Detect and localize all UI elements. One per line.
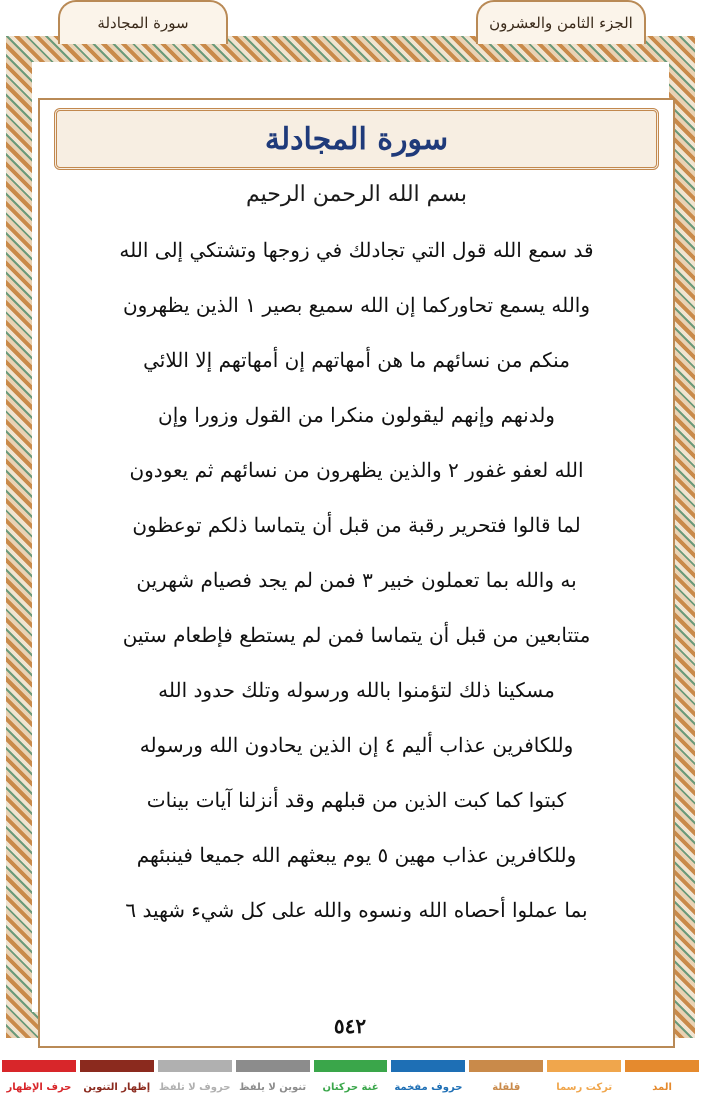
legend-item <box>234 1060 312 1101</box>
verse-line: مسكينا ذلك لتؤمنوا بالله ورسوله وتلك حدود الله <box>158 677 555 702</box>
legend-swatch <box>391 1060 465 1072</box>
legend-swatch <box>625 1060 699 1072</box>
legend-swatch <box>236 1060 310 1072</box>
juz-label: الجزء الثامن والعشرون <box>489 14 633 32</box>
legend-swatch <box>547 1060 621 1072</box>
verse-line: والله يسمع تحاوركما إن الله سميع بصير ١ الذين يظهرون <box>122 292 591 317</box>
tajweed-legend <box>0 1060 701 1101</box>
text-area <box>38 98 675 1048</box>
legend-label: حروف مفخمة <box>394 1082 463 1093</box>
legend-label: المد <box>652 1082 672 1093</box>
juz-header-tab <box>476 0 646 44</box>
legend-item <box>156 1060 234 1101</box>
verse-line: وللكافرين عذاب أليم ٤ إن الذين يحادون الله ورسوله <box>139 732 574 757</box>
legend-label: حرف الإظهار <box>6 1082 72 1093</box>
verse-line: وللكافرين عذاب مهين ٥ يوم يبعثهم الله جميعا فينبئهم <box>136 842 577 867</box>
page-number: ٥٤٢ <box>280 1008 420 1044</box>
legend-label: قلقلة <box>492 1082 521 1093</box>
legend-item <box>545 1060 623 1101</box>
verse-line: منكم من نسائهم ما هن أمهاتهم إن أمهاتهم إلا اللائي <box>143 347 570 372</box>
verse-line: ولدنهم وإنهم ليقولون منكرا من القول وزورا وإن <box>158 402 555 427</box>
legend-swatch <box>158 1060 232 1072</box>
legend-swatch <box>80 1060 154 1072</box>
verse-line: به والله بما تعملون خبير ٣ فمن لم يجد فصيام شهرين <box>136 567 577 592</box>
verse-line: كبتوا كما كبت الذين من قبلهم وقد أنزلنا آيات بينات <box>146 787 567 812</box>
legend-label: إظهار التنوين <box>83 1082 151 1093</box>
legend-item <box>467 1060 545 1101</box>
verse-line: قد سمع الله قول التي تجادلك في زوجها وتشتكي إلى الله <box>119 237 594 262</box>
surah-title: سورة المجادلة <box>264 121 449 157</box>
legend-item <box>78 1060 156 1101</box>
verse-lines <box>54 222 659 937</box>
verse-line: الله لعفو غفور ٢ والذين يظهرون من نسائهم ثم يعودون <box>129 457 584 482</box>
legend-swatch <box>2 1060 76 1072</box>
verse-line: متتابعين من قبل أن يتماسا فمن لم يستطع فإطعام ستين <box>122 622 591 647</box>
legend-swatch <box>469 1060 543 1072</box>
legend-label: حروف لا تلفظ <box>159 1082 231 1093</box>
surah-label: سورة المجادلة <box>97 14 189 32</box>
verse-line: لما قالوا فتحرير رقبة من قبل أن يتماسا ذلكم توعظون <box>132 512 581 537</box>
legend-swatch <box>314 1060 388 1072</box>
legend-item <box>0 1060 78 1101</box>
legend-label: غنة حركتان <box>322 1082 379 1093</box>
legend-item <box>623 1060 701 1101</box>
legend-label: تنوين لا يلفظ <box>239 1082 307 1093</box>
verse-line: بما عملوا أحصاه الله ونسوه والله على كل شيء شهيد ٦ <box>125 897 588 922</box>
legend-item <box>389 1060 467 1101</box>
legend-label: تركت رسما <box>556 1082 613 1093</box>
surah-banner <box>54 108 659 170</box>
surah-header-tab <box>58 0 228 44</box>
legend-item <box>312 1060 390 1101</box>
basmala: بسم الله الرحمن الرحيم <box>245 182 468 207</box>
